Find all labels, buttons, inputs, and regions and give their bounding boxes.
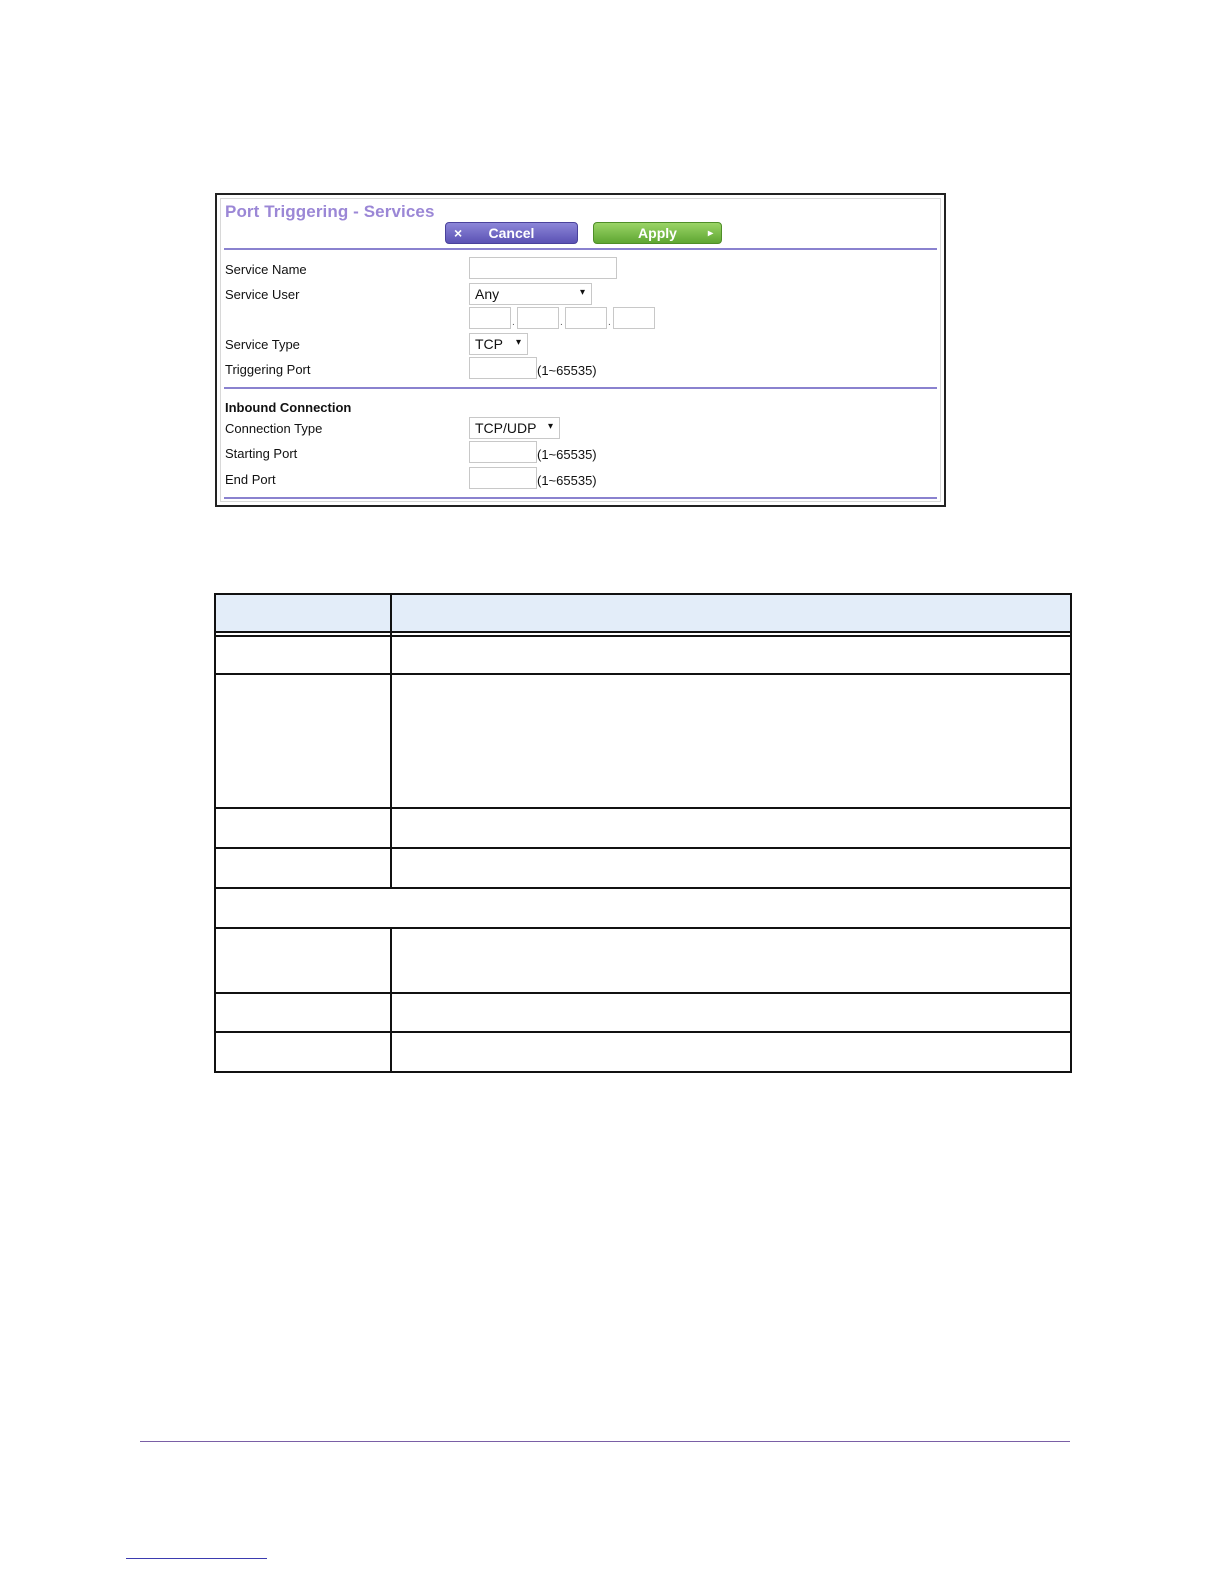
table-row <box>215 1032 1071 1072</box>
table-cell <box>391 674 1071 808</box>
table-cell <box>215 993 391 1032</box>
table-row <box>215 674 1071 808</box>
table-cell <box>215 808 391 848</box>
triggering-port-range: (1~65535) <box>537 363 597 378</box>
connection-type-select[interactable] <box>469 417 560 439</box>
service-user-select[interactable] <box>469 283 592 305</box>
end-port-range: (1~65535) <box>537 473 597 488</box>
starting-port-input[interactable] <box>469 441 537 463</box>
table-cell <box>391 1032 1071 1072</box>
page-title: Port Triggering - Services <box>225 202 435 221</box>
service-name-input[interactable] <box>469 257 617 279</box>
table-row <box>215 993 1071 1032</box>
footer-divider <box>224 497 937 499</box>
end-port-label: End Port <box>225 472 276 487</box>
cancel-button-label: Cancel <box>488 225 535 241</box>
ip-octet-4-input[interactable] <box>613 307 655 329</box>
connection-type-value: TCP/UDP <box>475 420 537 436</box>
service-type-select[interactable] <box>469 333 528 355</box>
table-cell <box>215 674 391 808</box>
chevron-down-icon: ▾ <box>515 337 521 348</box>
settings-table <box>214 593 1072 1073</box>
section-divider <box>224 387 937 389</box>
footer-divider-line <box>140 1441 1070 1442</box>
service-user-value: Any <box>475 286 500 302</box>
inbound-connection-heading: Inbound Connection <box>225 400 352 415</box>
table-cell <box>215 928 391 993</box>
table-header-row <box>215 594 1071 632</box>
chevron-down-icon: ▾ <box>579 287 585 298</box>
table-cell <box>215 888 1071 928</box>
table-section-row <box>215 888 1071 928</box>
table-cell <box>391 993 1071 1032</box>
table-cell <box>391 848 1071 888</box>
table-cell <box>391 808 1071 848</box>
ip-octet-2-input[interactable] <box>517 307 559 329</box>
service-type-value: TCP <box>475 336 503 352</box>
table-header-cell <box>215 594 391 632</box>
panel-frame <box>220 198 941 502</box>
starting-port-range: (1~65535) <box>537 447 597 462</box>
end-port-input[interactable] <box>469 467 537 489</box>
triggering-port-label: Triggering Port <box>225 362 311 377</box>
table-cell <box>215 636 391 674</box>
ip-separator: . <box>608 317 611 328</box>
service-user-label: Service User <box>225 287 300 302</box>
table-row <box>215 808 1071 848</box>
apply-button-label: Apply <box>638 225 677 241</box>
table-cell <box>391 636 1071 674</box>
table-cell <box>215 848 391 888</box>
footer-link-underline <box>126 1558 267 1559</box>
starting-port-label: Starting Port <box>225 446 298 461</box>
apply-button[interactable] <box>593 222 722 244</box>
cancel-button[interactable] <box>445 222 578 244</box>
ip-separator: . <box>512 317 515 328</box>
table-header-cell <box>391 594 1071 632</box>
ip-separator: . <box>560 317 563 328</box>
header-divider <box>224 248 937 250</box>
table-row <box>215 636 1071 674</box>
table-row <box>215 928 1071 993</box>
service-type-label: Service Type <box>225 337 300 352</box>
table-cell <box>391 928 1071 993</box>
ip-octet-3-input[interactable] <box>565 307 607 329</box>
play-arrow-icon: ▸ <box>707 228 713 239</box>
close-icon: × <box>454 225 463 241</box>
connection-type-label: Connection Type <box>225 421 323 436</box>
triggering-port-input[interactable] <box>469 357 537 379</box>
table-row <box>215 848 1071 888</box>
ip-octet-1-input[interactable] <box>469 307 511 329</box>
chevron-down-icon: ▾ <box>547 421 553 432</box>
port-triggering-screenshot <box>215 193 946 507</box>
service-name-label: Service Name <box>225 262 307 277</box>
table-cell <box>215 1032 391 1072</box>
